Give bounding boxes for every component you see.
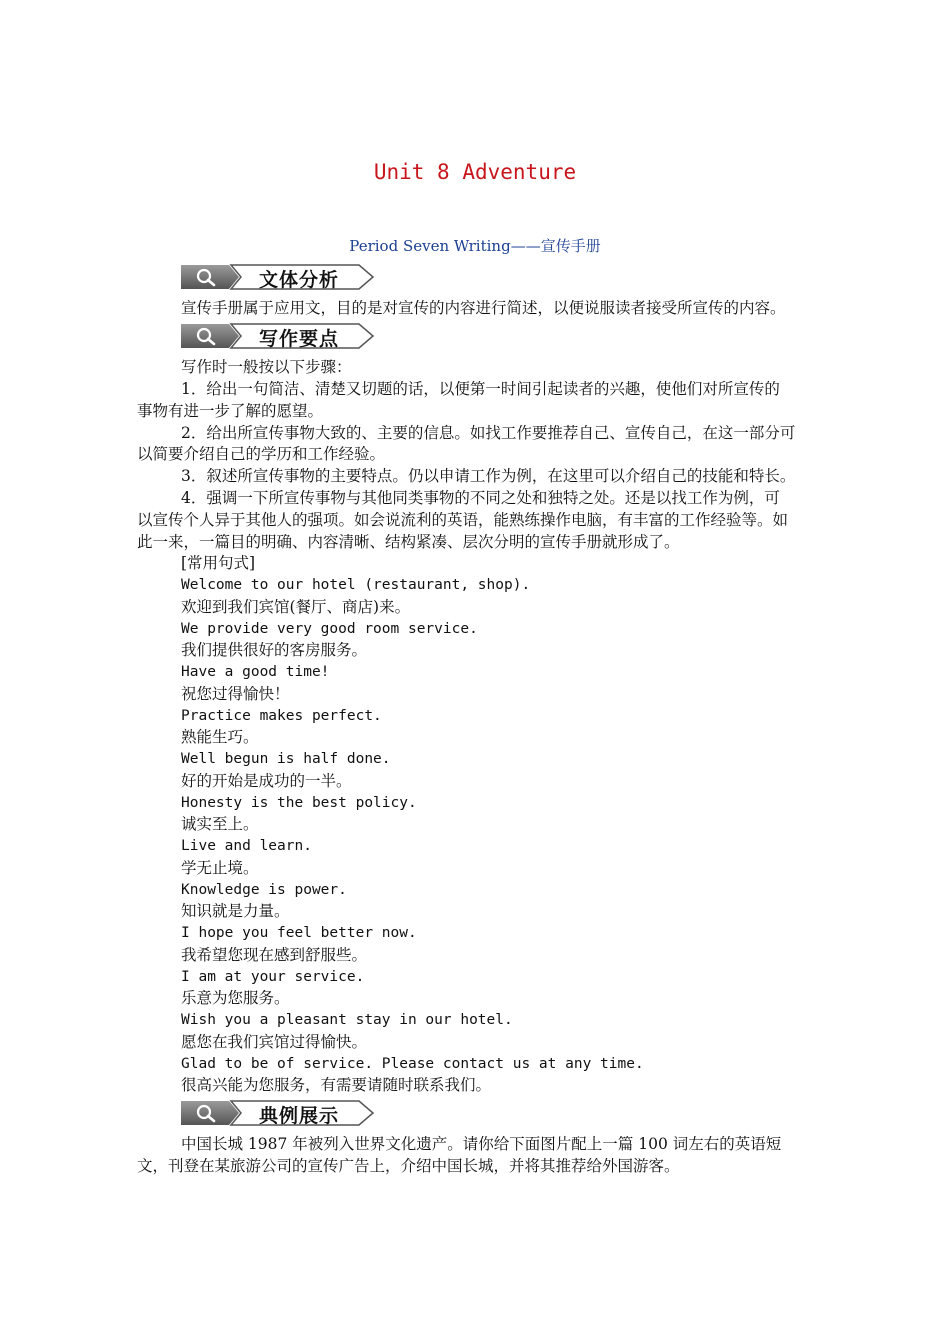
example-line-2: 文，刊登在某旅游公司的宣传广告上，介绍中国长城，并将其推荐给外国游客。	[137, 1157, 680, 1175]
section-header-genre	[181, 263, 381, 291]
phrase-zh: 诚实至上。	[181, 815, 259, 833]
section-header-writing-points	[181, 322, 381, 350]
phrase-zh: 乐意为您服务。	[181, 989, 290, 1007]
step-4-line-3: 此一来，一篇目的明确、内容清晰、结构紧凑、层次分明的宣传手册就形成了。	[137, 533, 680, 551]
step-4-line-2: 以宣传个人异于其他人的强项。如会说流利的英语，能熟练操作电脑，有丰富的工作经验等。如	[137, 511, 789, 529]
step-4-line-1: 4．强调一下所宣传事物与其他同类事物的不同之处和独特之处。还是以找工作为例，可	[181, 489, 780, 507]
step-2-line-2: 以简要介绍自己的学历和工作经验。	[137, 445, 386, 463]
section-heading: 文体分析	[259, 269, 340, 291]
example-line-1: 中国长城 1987 年被列入世界文化遗产。请你给下面图片配上一篇 100 词左右的英语短	[181, 1135, 782, 1153]
phrase-en: Glad to be of service. Please contact us at any time.	[181, 1056, 644, 1072]
phrase-en: Live and learn.	[181, 838, 312, 854]
step-3: 3．叙述所宣传事物的主要特点。仍以申请工作为例，在这里可以介绍自己的技能和特长。	[181, 467, 796, 485]
phrase-en: Honesty is the best policy.	[181, 795, 417, 811]
phrase-en: Well begun is half done.	[181, 751, 391, 767]
phrase-en: Have a good time!	[181, 664, 330, 680]
writing-intro: 写作时一般按以下步骤：	[181, 358, 352, 376]
genre-text: 宣传手册属于应用文，目的是对宣传的内容进行简述，以便说服读者接受所宣传的内容。	[181, 299, 786, 317]
phrase-en: Practice makes perfect.	[181, 708, 382, 724]
phrase-zh: 熟能生巧。	[181, 728, 259, 746]
step-2-line-1: 2．给出所宣传事物大致的、主要的信息。如找工作要推荐自己、宣传自己，在这一部分可	[181, 424, 796, 442]
phrase-zh: 欢迎到我们宾馆(餐厅、商店)来。	[181, 598, 411, 616]
step-1-line-1: 1．给出一句简洁、清楚又切题的话，以便第一时间引起读者的兴趣，使他们对所宣传的	[181, 380, 780, 398]
step-1-line-2: 事物有进一步了解的愿望。	[137, 402, 324, 420]
phrase-zh: 我希望您现在感到舒服些。	[181, 946, 368, 964]
phrase-zh: 学无止境。	[181, 859, 259, 877]
phrase-zh: 我们提供很好的客房服务。	[181, 641, 368, 659]
phrases-label: [常用句式]	[181, 554, 256, 572]
phrase-zh: 知识就是力量。	[181, 902, 290, 920]
phrase-en: Wish you a pleasant stay in our hotel.	[181, 1012, 513, 1028]
phrase-en: I am at your service.	[181, 969, 365, 985]
page-subtitle: Period Seven Writing——宣传手册	[349, 237, 601, 255]
phrase-en: Welcome to our hotel (restaurant, shop).	[181, 577, 531, 593]
section-header-example	[181, 1099, 381, 1127]
phrase-zh: 很高兴能为您服务，有需要请随时联系我们。	[181, 1076, 492, 1094]
section-heading: 写作要点	[259, 328, 340, 350]
phrase-en: Knowledge is power.	[181, 882, 347, 898]
phrase-en: I hope you feel better now.	[181, 925, 417, 941]
page-title: Unit 8 Adventure	[373, 160, 577, 184]
section-heading: 典例展示	[259, 1105, 340, 1127]
phrase-zh: 愿您在我们宾馆过得愉快。	[181, 1033, 368, 1051]
phrase-zh: 好的开始是成功的一半。	[181, 772, 352, 790]
phrase-en: We provide very good room service.	[181, 621, 478, 637]
phrase-zh: 祝您过得愉快！	[181, 685, 290, 703]
